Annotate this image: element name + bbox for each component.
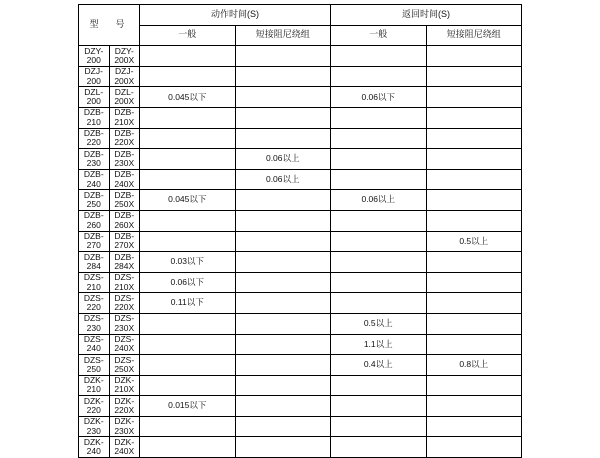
cell-return-damped	[426, 416, 522, 437]
cell-model-a: DZJ-200	[79, 66, 110, 87]
cell-model-b: DZB-284X	[109, 252, 140, 273]
cell-return-damped: 0.5以上	[426, 231, 522, 252]
cell-model-a: DZL-200	[79, 87, 110, 108]
cell-action-damped	[235, 107, 331, 128]
header-group-return-time: 返回时间(S)	[331, 5, 522, 26]
cell-model-b: DZK-220X	[109, 396, 140, 417]
cell-model-b: DZS-220X	[109, 293, 140, 314]
table-header	[79, 5, 522, 46]
cell-action-normal	[140, 313, 236, 334]
cell-return-normal: 1.1以上	[331, 334, 427, 355]
cell-return-damped	[426, 46, 522, 67]
table-row	[79, 169, 522, 190]
cell-action-normal: 0.11以下	[140, 293, 236, 314]
cell-model-a: DZB-284	[79, 252, 110, 273]
cell-action-normal: 0.03以下	[140, 252, 236, 273]
table-row	[79, 293, 522, 314]
cell-return-normal	[331, 375, 427, 396]
cell-return-damped	[426, 169, 522, 190]
header-group-action-time: 动作时间(S)	[140, 5, 331, 26]
cell-return-normal: 0.4以上	[331, 355, 427, 376]
cell-model-b: DZY-200X	[109, 46, 140, 67]
cell-action-normal: 0.06以下	[140, 272, 236, 293]
cell-return-damped	[426, 396, 522, 417]
cell-model-b: DZL-200X	[109, 87, 140, 108]
cell-return-damped	[426, 66, 522, 87]
table-row	[79, 46, 522, 67]
cell-action-normal	[140, 66, 236, 87]
cell-model-a: DZS-240	[79, 334, 110, 355]
cell-return-damped	[426, 252, 522, 273]
table-row	[79, 190, 522, 211]
cell-action-normal	[140, 334, 236, 355]
table-header-row-subs	[79, 25, 522, 46]
cell-action-damped	[235, 313, 331, 334]
cell-action-normal	[140, 149, 236, 170]
cell-model-a: DZB-230	[79, 149, 110, 170]
cell-return-normal	[331, 416, 427, 437]
cell-model-b: DZB-220X	[109, 128, 140, 149]
cell-return-normal	[331, 46, 427, 67]
cell-return-damped	[426, 107, 522, 128]
cell-return-damped	[426, 437, 522, 458]
cell-model-a: DZY-200	[79, 46, 110, 67]
cell-model-a: DZK-230	[79, 416, 110, 437]
table-row	[79, 396, 522, 417]
cell-return-normal: 0.06以下	[331, 87, 427, 108]
cell-return-damped	[426, 149, 522, 170]
cell-return-damped	[426, 375, 522, 396]
cell-action-damped	[235, 293, 331, 314]
cell-action-normal	[140, 416, 236, 437]
table-header-row-groups	[79, 5, 522, 26]
cell-model-b: DZB-260X	[109, 210, 140, 231]
spec-table-container	[78, 4, 522, 457]
cell-return-normal	[331, 128, 427, 149]
cell-action-damped	[235, 128, 331, 149]
relay-timing-table	[78, 4, 522, 458]
table-row	[79, 210, 522, 231]
table-row	[79, 66, 522, 87]
table-row	[79, 313, 522, 334]
cell-action-normal: 0.045以下	[140, 87, 236, 108]
cell-action-normal	[140, 231, 236, 252]
cell-model-b: DZK-230X	[109, 416, 140, 437]
cell-model-b: DZB-270X	[109, 231, 140, 252]
cell-action-normal: 0.015以下	[140, 396, 236, 417]
cell-model-a: DZB-220	[79, 128, 110, 149]
cell-return-damped	[426, 87, 522, 108]
cell-model-b: DZB-240X	[109, 169, 140, 190]
cell-return-normal: 0.06以上	[331, 190, 427, 211]
cell-return-normal	[331, 252, 427, 273]
table-row	[79, 416, 522, 437]
table-row	[79, 272, 522, 293]
cell-return-damped	[426, 210, 522, 231]
table-row	[79, 87, 522, 108]
cell-action-damped: 0.06以上	[235, 169, 331, 190]
cell-model-a: DZB-250	[79, 190, 110, 211]
cell-action-damped	[235, 437, 331, 458]
cell-action-damped: 0.06以上	[235, 149, 331, 170]
cell-return-normal	[331, 437, 427, 458]
cell-return-normal	[331, 210, 427, 231]
cell-return-damped	[426, 334, 522, 355]
table-row	[79, 128, 522, 149]
table-row	[79, 334, 522, 355]
cell-action-damped	[235, 190, 331, 211]
cell-model-b: DZS-230X	[109, 313, 140, 334]
cell-model-b: DZS-240X	[109, 334, 140, 355]
cell-model-a: DZS-250	[79, 355, 110, 376]
header-action-normal: 一般	[140, 25, 236, 46]
table-row	[79, 355, 522, 376]
cell-model-a: DZS-230	[79, 313, 110, 334]
cell-action-normal	[140, 210, 236, 231]
cell-action-normal	[140, 375, 236, 396]
cell-model-b: DZJ-200X	[109, 66, 140, 87]
cell-model-b: DZS-250X	[109, 355, 140, 376]
cell-action-damped	[235, 396, 331, 417]
table-row	[79, 149, 522, 170]
cell-return-normal	[331, 149, 427, 170]
table-row	[79, 231, 522, 252]
cell-action-damped	[235, 210, 331, 231]
cell-model-a: DZB-240	[79, 169, 110, 190]
cell-model-a: DZB-260	[79, 210, 110, 231]
cell-action-normal: 0.045以下	[140, 190, 236, 211]
cell-action-damped	[235, 416, 331, 437]
cell-action-damped	[235, 272, 331, 293]
cell-model-b: DZK-240X	[109, 437, 140, 458]
header-return-damped: 短接阻尼绕组	[426, 25, 522, 46]
cell-action-normal	[140, 437, 236, 458]
cell-return-damped: 0.8以上	[426, 355, 522, 376]
cell-action-normal	[140, 169, 236, 190]
cell-model-b: DZB-230X	[109, 149, 140, 170]
cell-return-damped	[426, 313, 522, 334]
cell-action-normal	[140, 46, 236, 67]
cell-action-normal	[140, 128, 236, 149]
cell-model-a: DZK-220	[79, 396, 110, 417]
header-return-normal: 一般	[331, 25, 427, 46]
cell-action-damped	[235, 252, 331, 273]
cell-return-damped	[426, 293, 522, 314]
cell-model-a: DZB-270	[79, 231, 110, 252]
cell-action-damped	[235, 46, 331, 67]
table-row	[79, 107, 522, 128]
cell-return-normal	[331, 293, 427, 314]
cell-return-damped	[426, 128, 522, 149]
cell-model-a: DZS-210	[79, 272, 110, 293]
cell-model-b: DZB-210X	[109, 107, 140, 128]
cell-model-b: DZK-210X	[109, 375, 140, 396]
cell-return-damped	[426, 272, 522, 293]
table-row	[79, 375, 522, 396]
cell-return-damped	[426, 190, 522, 211]
cell-action-normal	[140, 107, 236, 128]
cell-action-damped	[235, 66, 331, 87]
cell-model-a: DZK-210	[79, 375, 110, 396]
cell-return-normal	[331, 272, 427, 293]
cell-action-damped	[235, 375, 331, 396]
cell-return-normal	[331, 396, 427, 417]
cell-return-normal	[331, 231, 427, 252]
cell-action-normal	[140, 355, 236, 376]
header-model: 型 号	[79, 5, 140, 46]
cell-model-b: DZS-210X	[109, 272, 140, 293]
cell-return-normal	[331, 107, 427, 128]
cell-model-b: DZB-250X	[109, 190, 140, 211]
cell-return-normal: 0.5以上	[331, 313, 427, 334]
table-body	[79, 46, 522, 458]
cell-action-damped	[235, 334, 331, 355]
header-action-damped: 短接阻尼绕组	[235, 25, 331, 46]
cell-action-damped	[235, 355, 331, 376]
cell-action-damped	[235, 231, 331, 252]
cell-model-a: DZB-210	[79, 107, 110, 128]
cell-model-a: DZK-240	[79, 437, 110, 458]
table-row	[79, 252, 522, 273]
cell-action-damped	[235, 87, 331, 108]
cell-return-normal	[331, 66, 427, 87]
cell-return-normal	[331, 169, 427, 190]
table-row	[79, 437, 522, 458]
cell-model-a: DZS-220	[79, 293, 110, 314]
